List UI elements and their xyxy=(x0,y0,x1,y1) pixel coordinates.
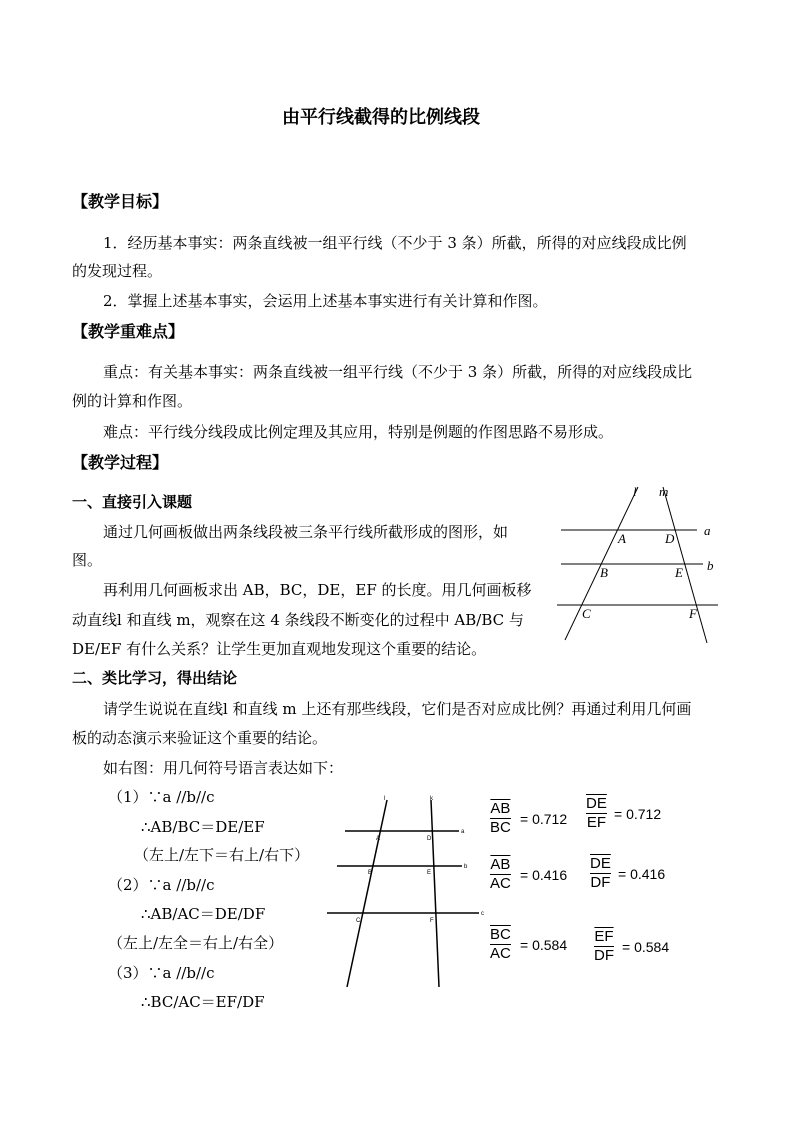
measurement-value: = 0.584 xyxy=(622,939,670,955)
label-D: D xyxy=(427,836,432,842)
label-B: B xyxy=(368,870,373,876)
label-F: F xyxy=(430,918,434,924)
keypoint-line-1: 重点：有关基本事实：两条直线被一组平行线（不少于 3 条）所截，所得的对应线段成比 xyxy=(103,363,693,381)
label-A: A xyxy=(618,531,626,546)
page-title: 由平行线截得的比例线段 xyxy=(282,107,480,128)
measurement-value: = 0.712 xyxy=(520,811,568,827)
section-heading-process: 【教学过程】 xyxy=(72,453,169,472)
line-l xyxy=(347,800,387,987)
measurement-denominator: $\overline{DF}$ xyxy=(590,874,611,891)
part2-line-1: 请学生说说在直线l 和直线 m 上还有那些线段，它们是否对应成比例？再通过利用几何画 xyxy=(103,700,692,718)
goal-item-1-cont: 的发现过程。 xyxy=(72,262,163,280)
part1-line-2: 图。 xyxy=(72,551,103,569)
part2-title: 二、类比学习，得出结论 xyxy=(72,669,238,687)
proof-result-1: ∴AB/BC＝DE/EF xyxy=(141,818,265,836)
label-c: c xyxy=(481,911,484,917)
part1-line-5: DE/EF 有什么关系？让学生更加直观地发现这个重要的结论。 xyxy=(72,640,487,658)
label-k: k xyxy=(430,796,433,802)
label-m: m xyxy=(659,484,669,499)
parallel-lines-figure-1 xyxy=(555,485,725,645)
part1-line-3: 再利用几何画板求出 AB，BC，DE，EF 的长度。用几何画板移 xyxy=(103,581,532,599)
measurement-de-df xyxy=(590,855,666,892)
label-C: C xyxy=(356,918,361,924)
proof-result-2: ∴AB/AC＝DE/DF xyxy=(141,905,266,923)
label-F: F xyxy=(689,606,697,621)
keypoint-line-2: 例的计算和作图。 xyxy=(72,392,193,410)
proof-note-2: （左上/左全＝右上/右全） xyxy=(108,934,284,952)
part2-line-3: 如右图：用几何符号语言表达如下： xyxy=(103,759,344,777)
label-a: a xyxy=(461,829,465,835)
label-E: E xyxy=(675,565,683,580)
section-heading-keypoints: 【教学重难点】 xyxy=(72,322,185,341)
measurement-value: = 0.712 xyxy=(614,806,662,822)
label-A: A xyxy=(376,836,381,842)
measurement-numerator: $\overline{EF}$ xyxy=(594,928,614,945)
part1-title: 一、直接引入课题 xyxy=(72,493,193,511)
goal-item-2: 2．掌握上述基本事实，会运用上述基本事实进行有关计算和作图。 xyxy=(103,292,548,310)
part2-line-2: 板的动态演示来验证这个重要的结论。 xyxy=(72,729,328,747)
line-m xyxy=(663,487,707,643)
label-B: B xyxy=(600,565,608,580)
label-b: b xyxy=(464,864,468,870)
proof-step-1: （1）∵a //b//c xyxy=(108,788,215,806)
measurement-de-ef xyxy=(586,795,662,832)
part1-line-1: 通过几何画板做出两条线段被三条平行线所截形成的图形，如 xyxy=(103,523,509,541)
measurement-numerator: $\overline{DE}$ xyxy=(590,855,611,872)
measurement-ef-df xyxy=(594,928,670,965)
measurement-value: = 0.416 xyxy=(520,867,568,883)
measurement-value: = 0.416 xyxy=(618,866,666,882)
proof-note-1: （左上/左下＝右上/右下） xyxy=(134,846,310,864)
label-E: E xyxy=(427,870,432,876)
parallel-lines-figure-2 xyxy=(325,792,490,992)
proof-step-2: （2）∵a //b//c xyxy=(108,876,215,894)
measurement-value: = 0.584 xyxy=(520,937,568,953)
measurement-ab-bc xyxy=(490,800,568,837)
measurement-numerator: $\overline{DE}$ xyxy=(586,795,607,812)
label-D: D xyxy=(665,531,675,546)
part1-line-4: 动直线l 和直线 m，观察在这 4 条线段不断变化的过程中 AB/BC 与 xyxy=(72,611,524,629)
proof-result-3: ∴BC/AC＝EF/DF xyxy=(141,993,265,1011)
measurement-numerator: $\overline{BC}$ xyxy=(490,926,511,943)
measurement-numerator: $\overline{AB}$ xyxy=(490,800,511,817)
label-l: l xyxy=(633,484,637,499)
line-k xyxy=(431,800,439,987)
section-heading-goals: 【教学目标】 xyxy=(72,192,169,211)
measurement-numerator: $\overline{AB}$ xyxy=(490,856,511,873)
difficulty-line: 难点：平行线分线段成比例定理及其应用，特别是例题的作图思路不易形成。 xyxy=(103,423,614,441)
label-b: b xyxy=(707,558,714,573)
label-l: l xyxy=(384,796,386,802)
label-a: a xyxy=(704,523,711,538)
goal-item-1: 1．经历基本事实：两条直线被一组平行线（不少于 3 条）所截，所得的对应线段成比例 xyxy=(103,234,687,252)
measurement-bc-ac xyxy=(490,926,568,963)
proof-step-3: （3）∵a //b//c xyxy=(108,964,215,982)
measurement-denominator: $\overline{DF}$ xyxy=(594,947,614,964)
measurement-ab-ac xyxy=(490,856,568,893)
measurement-denominator: $\overline{BC}$ xyxy=(490,819,511,836)
label-C: C xyxy=(582,606,591,621)
measurement-denominator: $\overline{AC}$ xyxy=(490,945,511,962)
measurement-denominator: $\overline{EF}$ xyxy=(586,814,606,831)
measurement-denominator: $\overline{AC}$ xyxy=(490,875,511,892)
